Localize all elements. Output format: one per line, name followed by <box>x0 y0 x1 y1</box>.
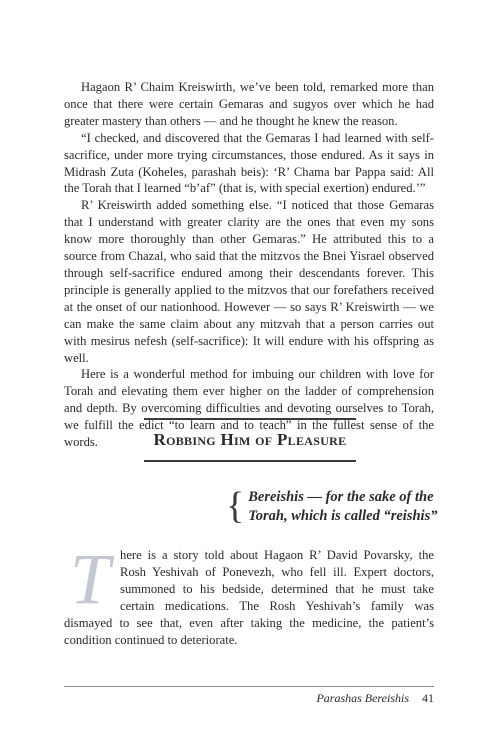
verse-line-1: Bereishis — for the sake of the <box>248 489 434 505</box>
drop-cap: T <box>70 539 111 619</box>
verse-text <box>248 488 437 526</box>
body-text <box>64 79 434 451</box>
paragraph-3: R’ Kreiswirth added something else. “I noticed that those Gemaras that I understand with greater clarity are the ones that even my sons know more thoroughly than other Gemaras.” He attributed this to a source from Chazal, who said that the mitzvos the Bnei Yisrael observed through self-sacrifice endured among their descendants forever. This principle is generally applied to the mitzvos that our forefathers received at the onset of our nationhood. However — so says R’ Kreiswirth — we can make the same claim about any mitzvah that a person carries out with mesirus nefesh (self-sacrifice): It will endure with his offspring as well. <box>64 198 434 365</box>
section-heading-box <box>144 418 356 462</box>
brace-ornament-icon: { <box>226 485 245 527</box>
verse-line-2: Torah, which is called “reishis” <box>248 508 438 524</box>
section-heading: Robbing Him of Pleasure <box>153 430 347 449</box>
page-number: 41 <box>422 691 434 705</box>
story-body: here is a story told about Hagaon R’ David Povarsky, the Rosh Yeshivah of Ponevezh, who fell ill. Expert doctors, summoned to his bedside, determined that he must take certain medications. The Rosh Yeshivah’s family was dismayed to see that, even after taking the medicine, the patient’s condition continued to deteriorate. <box>64 548 434 647</box>
paragraph-4: Here is a wonderful method for imbuing our children with love for Torah and elevating them ever higher on the ladder of comprehension and depth. By overcoming difficulties and devoting ourselves to Torah, we fulfill the edict “to learn and to teach” in the fullest sense of the words. <box>64 367 434 450</box>
paragraph-2: “I checked, and discovered that the Gemaras I had learned with self-sacrifice, under more trying circumstances, those endured. As it says in Midrash Zuta (Koheles, parashah beis): ‘R’ Chama bar Pappa said: All the Torah that I learned “b’af” (that is, with special exertion) endured.’” <box>64 130 434 196</box>
verse-callout <box>226 485 446 527</box>
page-footer <box>316 691 434 706</box>
story-paragraph <box>64 539 434 648</box>
running-footer-title: Parashas Bereishis <box>316 691 409 705</box>
footer-rule <box>64 686 434 687</box>
story-text <box>64 539 434 648</box>
paragraph-1: Hagaon R’ Chaim Kreiswirth, we’ve been told, remarked more than once that there were certain Gemaras and sugyos over which he had greater mastery than others — and he thought he knew the reason. <box>64 80 434 128</box>
